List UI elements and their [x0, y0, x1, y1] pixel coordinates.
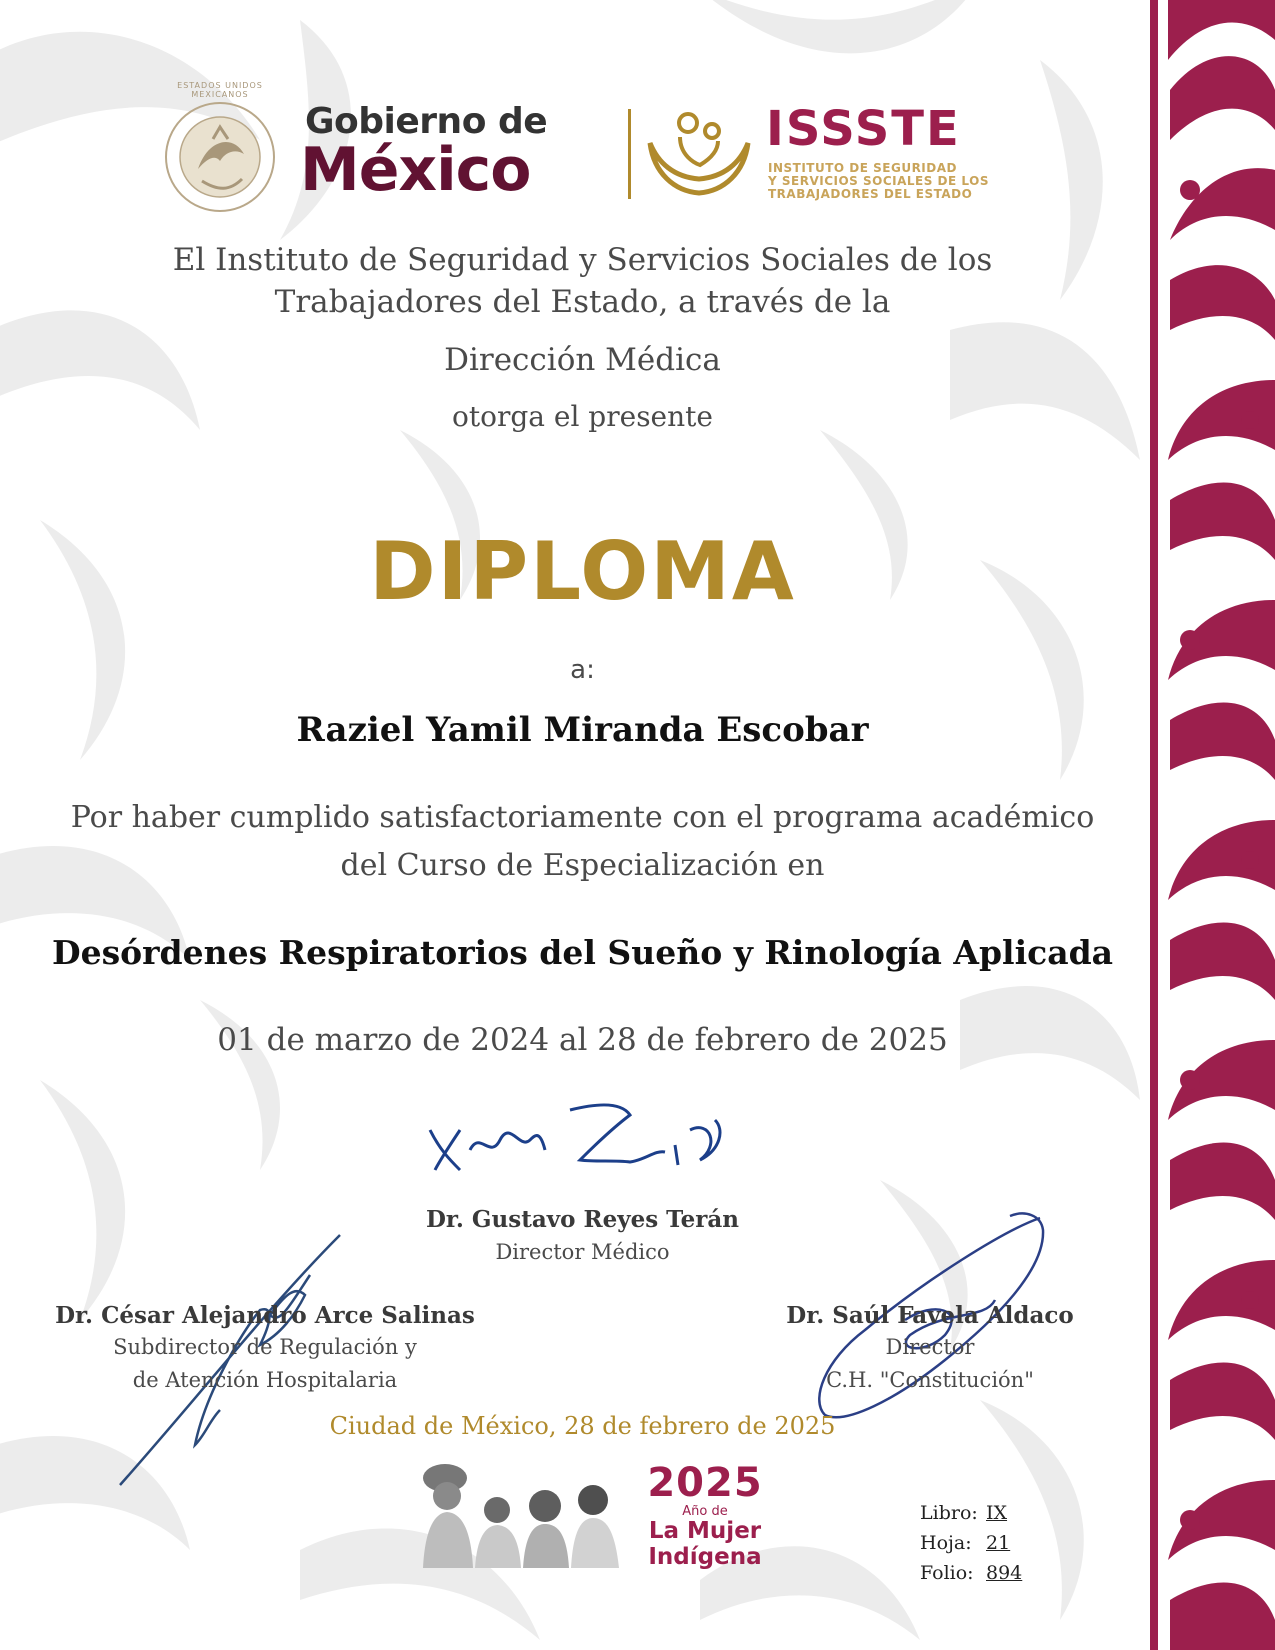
- period: 01 de marzo de 2024 al 28 de febrero de 2025: [217, 1022, 948, 1058]
- hoja-label: Hoja:: [920, 1532, 972, 1554]
- issste-sub3: TRABAJADORES DEL ESTADO: [768, 187, 973, 201]
- libro-label: Libro:: [920, 1502, 978, 1524]
- issste-hands-logo-icon: [644, 103, 754, 199]
- registry-folio: [920, 1562, 1060, 1592]
- folio-label: Folio:: [920, 1562, 974, 1584]
- intro-line2: Trabajadores del Estado, a través de la: [274, 284, 891, 320]
- intro-line1: El Instituto de Seguridad y Servicios Sociales de los: [172, 242, 993, 278]
- issste-name: ISSSTE: [766, 101, 961, 157]
- year-logo: [640, 1460, 770, 1570]
- folio-value: 894: [986, 1562, 1023, 1584]
- gobierno-line2: México: [300, 135, 531, 205]
- course-name: Desórdenes Respiratorios del Sueño y Rinología Aplicada: [51, 933, 1114, 972]
- registry-hoja: [920, 1532, 1060, 1562]
- year-logo-year: 2025: [647, 1460, 763, 1506]
- signer-right-name: Dr. Saúl Favela Aldaco: [786, 1302, 1074, 1329]
- signer-center-role: Director Médico: [495, 1240, 670, 1264]
- registry-libro: [920, 1502, 1060, 1532]
- reason-line1: Por haber cumplido satisfactoriamente con el programa académico: [70, 800, 1095, 835]
- hoja-value: 21: [986, 1532, 1011, 1554]
- signer-center-name: Dr. Gustavo Reyes Terán: [425, 1206, 740, 1233]
- place-date: Ciudad de México, 28 de febrero de 2025: [329, 1412, 836, 1440]
- mexico-seal-icon: [158, 99, 282, 215]
- libro-value: IX: [986, 1502, 1008, 1524]
- header-logos: [150, 81, 1050, 215]
- year-logo-line3: Indígena: [648, 1544, 762, 1570]
- recipient-name: Raziel Yamil Miranda Escobar: [296, 710, 869, 750]
- gobierno-line1: Gobierno de: [305, 101, 548, 142]
- decorative-border: [1150, 0, 1275, 1650]
- to-label: a:: [570, 655, 595, 685]
- registry: [920, 1502, 1060, 1592]
- issste-sub2: Y SERVICIOS SOCIALES DE LOS: [768, 174, 989, 188]
- reason-line2: del Curso de Especialización en: [340, 848, 825, 883]
- signer-left-role2: de Atención Hospitalaria: [132, 1368, 398, 1392]
- signer-left-name: Dr. César Alejandro Arce Salinas: [55, 1302, 475, 1329]
- signer-right-role2: C.H. "Constitución": [826, 1368, 1034, 1392]
- signer-left-role1: Subdirector de Regulación y: [113, 1335, 417, 1359]
- intro-line3: Dirección Médica: [444, 342, 721, 378]
- indigenous-women-illustration: [415, 1448, 625, 1568]
- seal-text: ESTADOS UNIDOS MEXICANOS: [177, 81, 263, 99]
- signature-left: [110, 1225, 360, 1495]
- year-logo-line2: La Mujer: [648, 1518, 762, 1544]
- header-divider: [628, 109, 631, 199]
- year-logo-line1: Año de: [682, 1504, 728, 1519]
- issste-sub1: INSTITUTO DE SEGURIDAD: [768, 161, 957, 175]
- intro-line4: otorga el presente: [452, 400, 713, 433]
- diploma-title: DIPLOMA: [369, 525, 796, 618]
- signature-center: [420, 1090, 740, 1180]
- signer-right-role1: Director: [885, 1335, 975, 1359]
